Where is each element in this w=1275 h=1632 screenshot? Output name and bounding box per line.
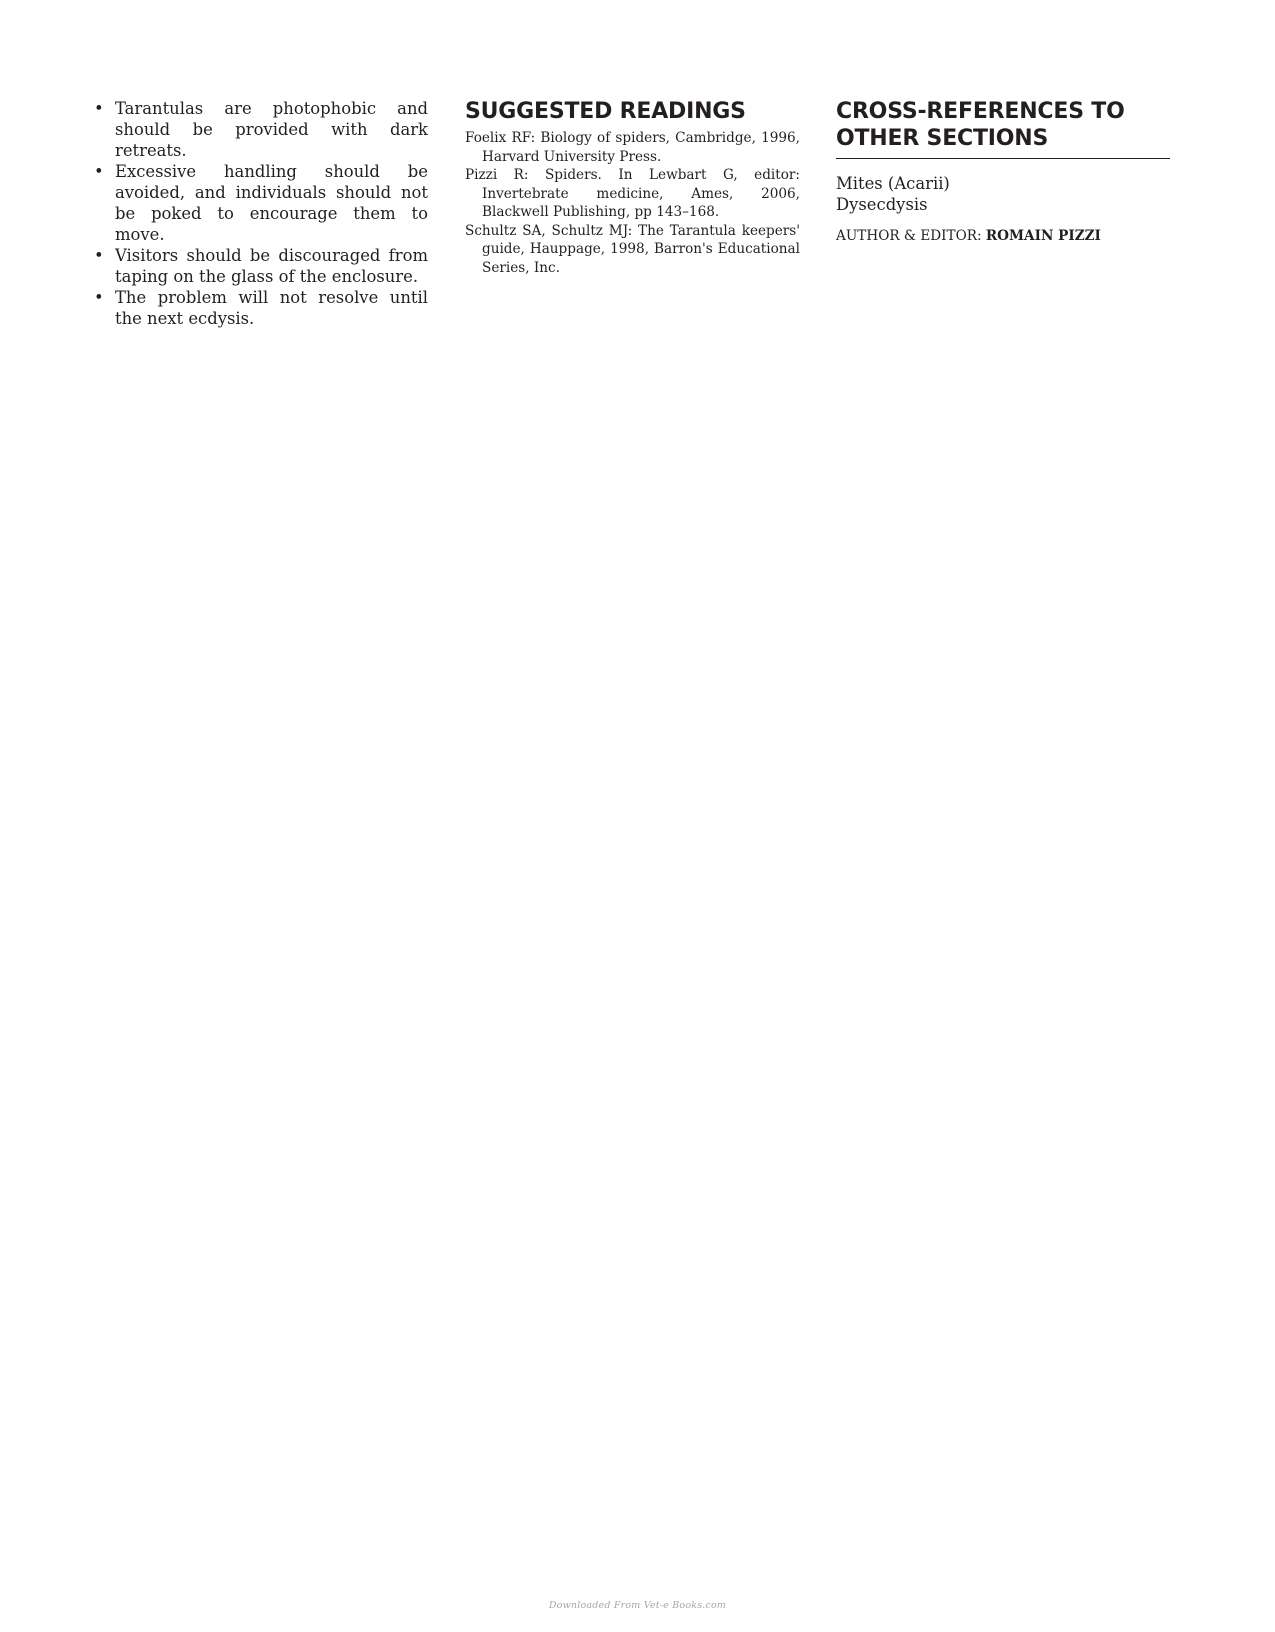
cross-references-heading: CROSS-REFERENCES TO OTHER SECTIONS [836, 98, 1170, 159]
author-label: AUTHOR & EDITOR: [836, 228, 982, 244]
suggested-readings-heading: SUGGESTED READINGS [465, 99, 746, 124]
cross-references-section [836, 98, 1170, 245]
cross-reference-list [836, 173, 1170, 215]
reading-item: Foelix RF: Biology of spiders, Cambridge, 1996, Harvard University Press. [465, 130, 800, 165]
list-item: • Excessive handling should be avoided, and individuals should not be poked to encourage them to move. [92, 161, 428, 245]
author-name: ROMAIN PIZZI [985, 228, 1101, 244]
reading-item: Schultz SA, Schultz MJ: The Tarantula keepers' guide, Hauppage, 1998, Barron's Educational Series, Inc. [465, 222, 800, 276]
suggested-readings-section [465, 98, 800, 277]
author-credit [836, 227, 1170, 245]
reading-item: Pizzi R: Spiders. In Lewbart G, editor: Invertebrate medicine, Ames, 2006, Blackwell Publishing, pp 143–168. [465, 167, 800, 220]
cross-reference-item: Mites (Acarii) [836, 174, 950, 193]
list-item: • The problem will not resolve until the next ecdysis. [92, 287, 428, 329]
download-watermark: Downloaded From Vet-e Books.com [548, 1600, 727, 1611]
reading-list [465, 129, 800, 277]
list-item: • Tarantulas are photophobic and should be provided with dark retreats. [92, 98, 428, 161]
bullet-column [92, 98, 428, 329]
cross-reference-item: Dysecdysis [836, 195, 928, 214]
care-recommendations-list [92, 98, 428, 329]
list-item: • Visitors should be discouraged from taping on the glass of the enclosure. [92, 245, 428, 287]
